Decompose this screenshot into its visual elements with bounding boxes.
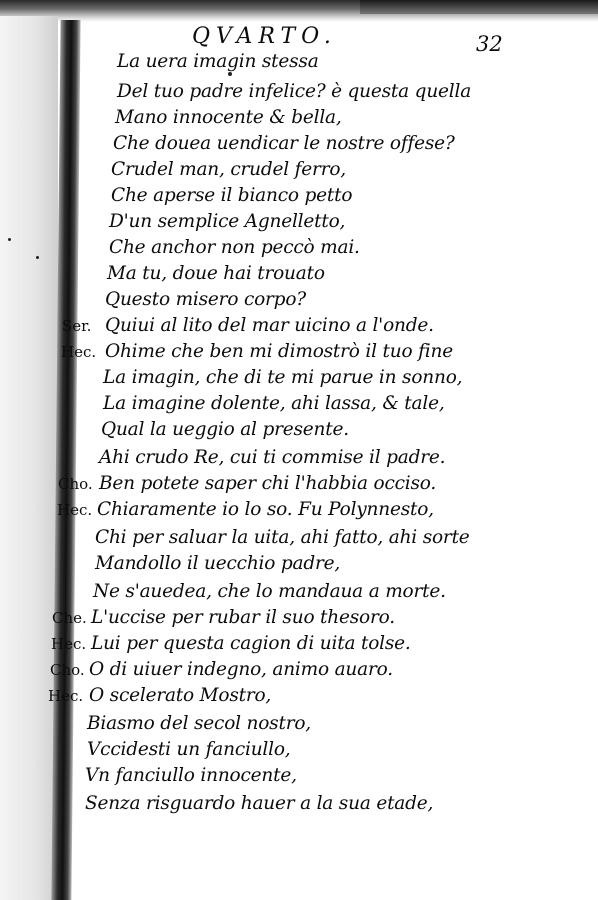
verse-line: Qual la ueggio al presente. [101, 419, 349, 440]
verse-line: L'uccise per rubar il suo thesoro. [91, 607, 395, 628]
verse-line: Ne s'auedea, che lo mandaua a morte. [93, 581, 446, 602]
verse-line: Vccidesti un fanciullo, [87, 739, 291, 760]
verse-line: Mandollo il uecchio padre, [95, 553, 341, 574]
running-title: QVARTO. [192, 24, 337, 49]
verse-line: Ohime che ben mi dimostrò il tuo fine [105, 341, 453, 362]
verse-line: O scelerato Mostro, [89, 685, 272, 706]
verse-line: Ben potete saper chi l'habbia occiso. [99, 473, 437, 494]
verse-line: O di uiuer indegno, animo auaro. [89, 659, 393, 680]
speaker-label: Che. [52, 609, 87, 627]
verse-line: Quiui al lito del mar uicino a l'onde. [105, 315, 434, 336]
verse-line: Mano innocente & bella, [115, 107, 342, 128]
verse-line: Chi per saluar la uita, ahi fatto, ahi sorte [95, 527, 470, 548]
verse-line: Che aperse il bianco petto [111, 185, 353, 206]
speaker-label: Hec. [51, 635, 87, 653]
page-top-shadow [0, 0, 598, 22]
verse-line: Del tuo padre infelice? è questa quella [117, 81, 472, 102]
speaker-label: Hec. [61, 343, 97, 361]
page-number: 32 [476, 32, 503, 56]
verse-line: Lui per questa cagion di uita tolse. [91, 633, 411, 654]
verse-line: Questo misero corpo? [105, 289, 306, 310]
speaker-label: Hec. [48, 687, 84, 705]
speaker-label: Ser. [62, 317, 92, 335]
ink-speck [8, 238, 11, 241]
verse-line: La uera imagin stessa [117, 51, 319, 72]
verse-line: Ma tu, doue hai trouato [107, 263, 325, 284]
facing-page-edge [0, 16, 58, 900]
ink-speck [36, 256, 39, 259]
speaker-label: Cho. [58, 475, 93, 493]
verse-line: Ahi crudo Re, cui ti commise il padre. [99, 447, 446, 468]
verse-line: La imagine dolente, ahi lassa, & tale, [103, 393, 445, 414]
verse-line: D'un semplice Agnelletto, [109, 211, 346, 232]
verse-line: Chiaramente io lo so. Fu Polynnesto, [97, 499, 434, 520]
verse-line: Che douea uendicar le nostre offese? [113, 133, 455, 154]
verse-line: Crudel man, crudel ferro, [111, 159, 346, 180]
verse-line: Che anchor non peccò mai. [109, 237, 360, 258]
verse-line: Vn fanciullo innocente, [85, 765, 297, 786]
speaker-label: Cho. [50, 661, 85, 679]
verse-line: Senza risguardo hauer a la sua etade, [85, 793, 434, 814]
speaker-label: Hec. [57, 501, 93, 519]
verse-line: La imagin, che di te mi parue in sonno, [103, 367, 463, 388]
verse-line: Biasmo del secol nostro, [87, 713, 311, 734]
